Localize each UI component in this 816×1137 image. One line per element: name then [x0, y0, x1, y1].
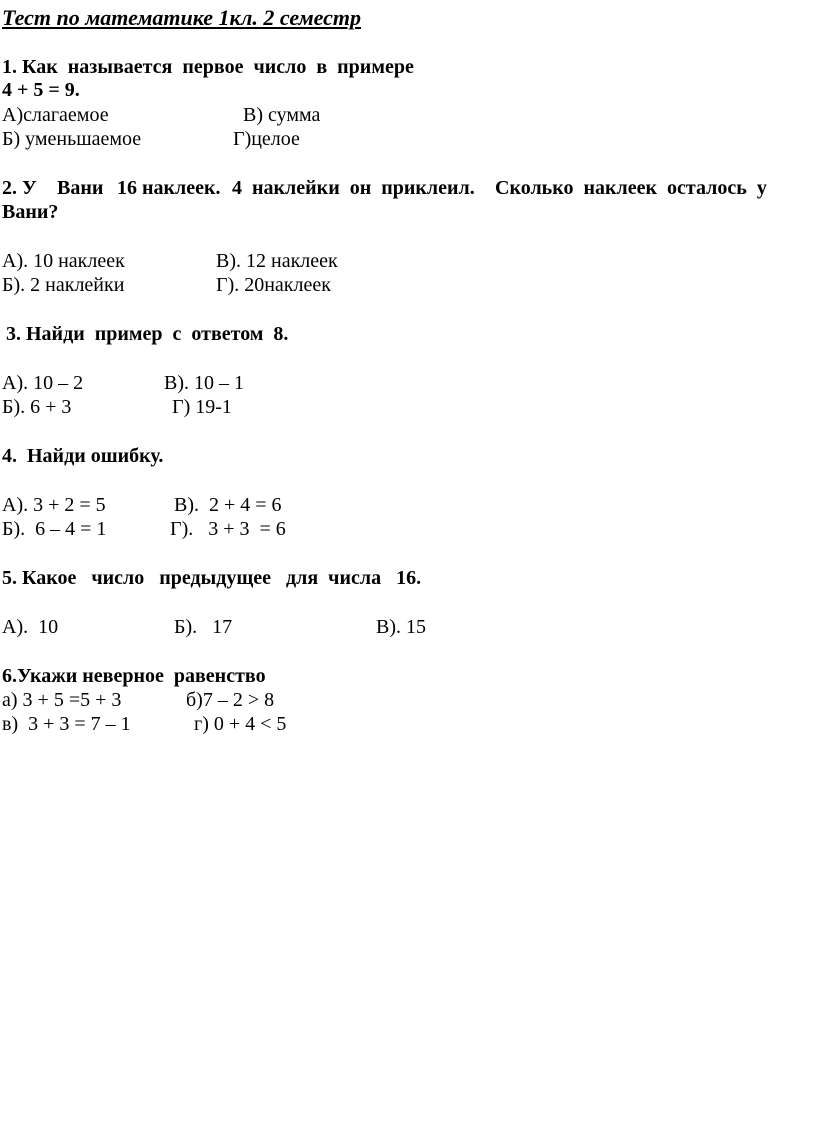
question-4-option-a: А). 3 + 2 = 5 — [2, 494, 106, 516]
question-4-option-g: Г). 3 + 3 = 6 — [170, 518, 286, 540]
question-5-option-b: Б). 17 — [174, 616, 233, 638]
question-2-option-a: А). 10 наклеек — [2, 250, 125, 272]
question-6-option-b: б)7 – 2 > 8 — [186, 689, 275, 711]
question-3-option-b: Б). 6 + 3 — [2, 396, 72, 418]
question-2-option-g: Г). 20наклеек — [216, 274, 331, 296]
question-5-option-a: А). 10 — [2, 616, 59, 638]
question-2-option-v: В). 12 наклеек — [216, 250, 338, 272]
question-2-part-4: 4 наклейки он приклеил. — [232, 177, 475, 199]
question-2-text-line-2: Вани? — [2, 201, 59, 223]
question-1-equation: 4 + 5 = 9. — [2, 79, 80, 101]
question-2-option-b: Б). 2 наклейки — [2, 274, 125, 296]
question-2-part-5: Сколько наклеек осталось у — [495, 177, 767, 199]
question-3-option-v: В). 10 – 1 — [164, 372, 244, 394]
question-3-text: 3. Найди пример с ответом 8. — [6, 323, 289, 345]
question-4-text: 4. Найди ошибку. — [2, 445, 164, 467]
question-1-option-a: А)слагаемое — [2, 104, 109, 126]
question-2-part-3: 16 наклеек. — [117, 177, 221, 199]
question-1-option-b: Б) уменьшаемое — [2, 128, 142, 150]
page-title: Тест по математике 1кл. 2 семестр — [2, 5, 362, 30]
question-2-part-2: Вани — [57, 177, 104, 199]
question-5-option-v: В). 15 — [376, 616, 426, 638]
question-3-option-g: Г) 19-1 — [172, 396, 232, 418]
question-2-part-1: 2. У — [2, 177, 37, 199]
question-6-option-g: г) 0 + 4 < 5 — [194, 713, 287, 735]
question-3-option-a: А). 10 – 2 — [2, 372, 84, 394]
question-6-option-v: в) 3 + 3 = 7 – 1 — [2, 713, 131, 735]
question-1-option-g: Г)целое — [233, 128, 300, 150]
question-6-text: 6.Укажи неверное равенство — [2, 665, 266, 687]
question-4-option-b: Б). 6 – 4 = 1 — [2, 518, 107, 540]
question-4-option-v: В). 2 + 4 = 6 — [174, 494, 282, 516]
question-6-option-a: а) 3 + 5 =5 + 3 — [2, 689, 122, 711]
question-1-text: 1. Как называется первое число в примере — [2, 56, 414, 78]
question-5-text: 5. Какое число предыдущее для числа 16. — [2, 567, 422, 589]
question-1-option-v: В) сумма — [243, 104, 321, 126]
